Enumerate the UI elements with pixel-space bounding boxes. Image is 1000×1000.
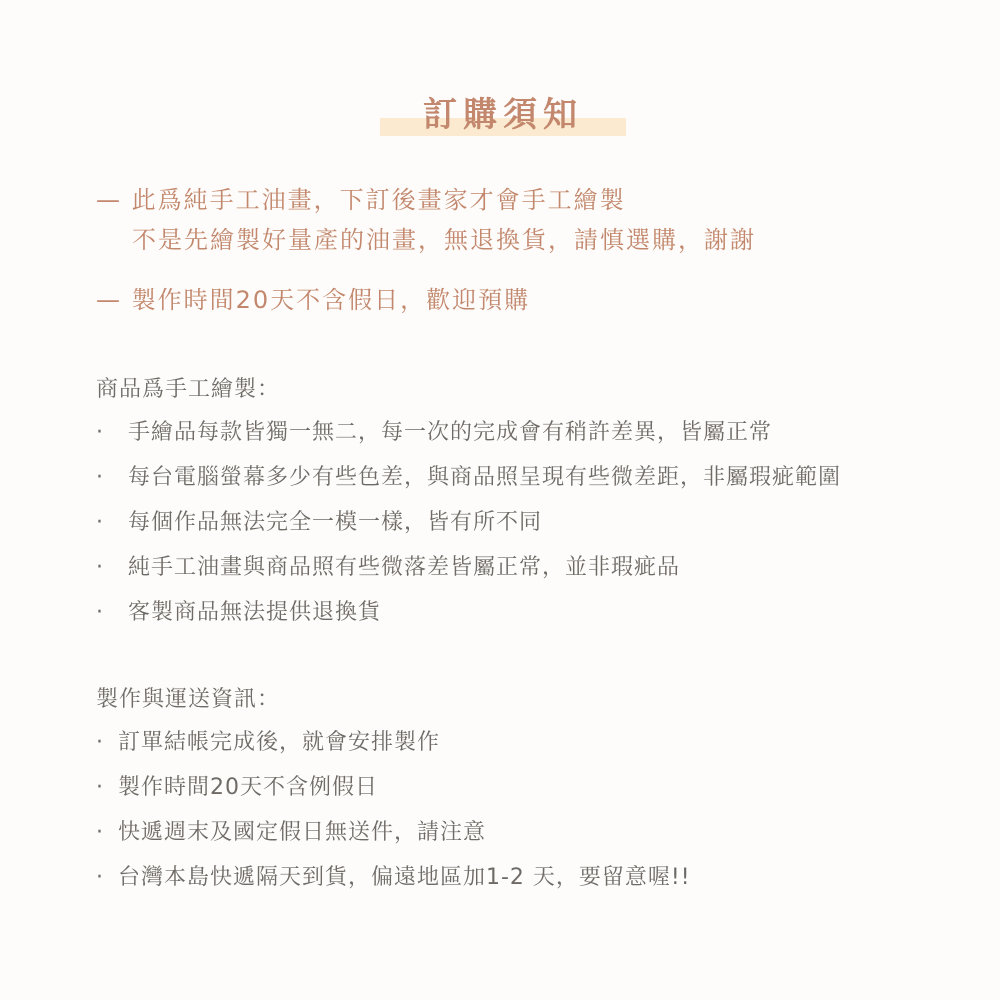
- list-item: [96, 545, 956, 590]
- list-item: [96, 590, 956, 635]
- list-item: [96, 765, 956, 810]
- shipping-section: [96, 680, 956, 900]
- item-text: 快遞週末及國定假日無送件，請注意: [118, 820, 487, 845]
- bullet: ·: [96, 420, 104, 445]
- bullet: ·: [96, 865, 104, 890]
- dash-marker: —: [96, 286, 122, 314]
- item-text: 每個作品無法完全一模一樣，皆有所不同: [128, 510, 543, 535]
- list-item: [96, 720, 956, 765]
- product-section: [96, 370, 956, 635]
- bullet: ·: [96, 730, 104, 755]
- title-block: [380, 92, 626, 144]
- note-text: 製作時間20天不含假日，歡迎預購: [131, 286, 531, 314]
- bullet: ·: [96, 465, 104, 490]
- bullet: ·: [96, 555, 104, 580]
- note-line-2: [96, 220, 956, 260]
- list-item: [96, 500, 956, 545]
- item-text: 製作時間20天不含例假日: [118, 775, 378, 800]
- page-title: 訂購須知: [423, 95, 583, 135]
- item-text: 每台電腦螢幕多少有些色差，與商品照呈現有些微差距，非屬瑕疵範圍: [128, 465, 842, 490]
- bullet: ·: [96, 510, 104, 535]
- item-text: 純手工油畫與商品照有些微落差皆屬正常，並非瑕疵品: [128, 555, 681, 580]
- bullet: ·: [96, 600, 104, 625]
- list-item: [96, 410, 956, 455]
- order-notes: [96, 180, 956, 320]
- list-item: [96, 855, 956, 900]
- item-text: 客製商品無法提供退換貨: [128, 600, 382, 625]
- note-line-3: [96, 280, 956, 320]
- note-text: 此爲純手工油畫，下訂後畫家才會手工繪製: [131, 186, 626, 214]
- item-text: 台灣本島快遞隔天到貨，偏遠地區加1-2 天，要留意喔!!: [118, 865, 691, 890]
- item-text: 手繪品每款皆獨一無二，每一次的完成會有稍許差異，皆屬正常: [128, 420, 773, 445]
- section-title: 商品爲手工繪製：: [96, 377, 281, 402]
- item-text: 訂單結帳完成後，就會安排製作: [118, 730, 441, 755]
- note-line-1: [96, 180, 956, 220]
- list-item: [96, 455, 956, 500]
- list-item: [96, 810, 956, 855]
- dash-marker: —: [96, 186, 122, 214]
- note-text: 不是先繪製好量產的油畫，無退換貨，請慎選購，謝謝: [132, 226, 756, 254]
- bullet: ·: [96, 775, 104, 800]
- section-title: 製作與運送資訊：: [96, 687, 281, 712]
- bullet: ·: [96, 820, 104, 845]
